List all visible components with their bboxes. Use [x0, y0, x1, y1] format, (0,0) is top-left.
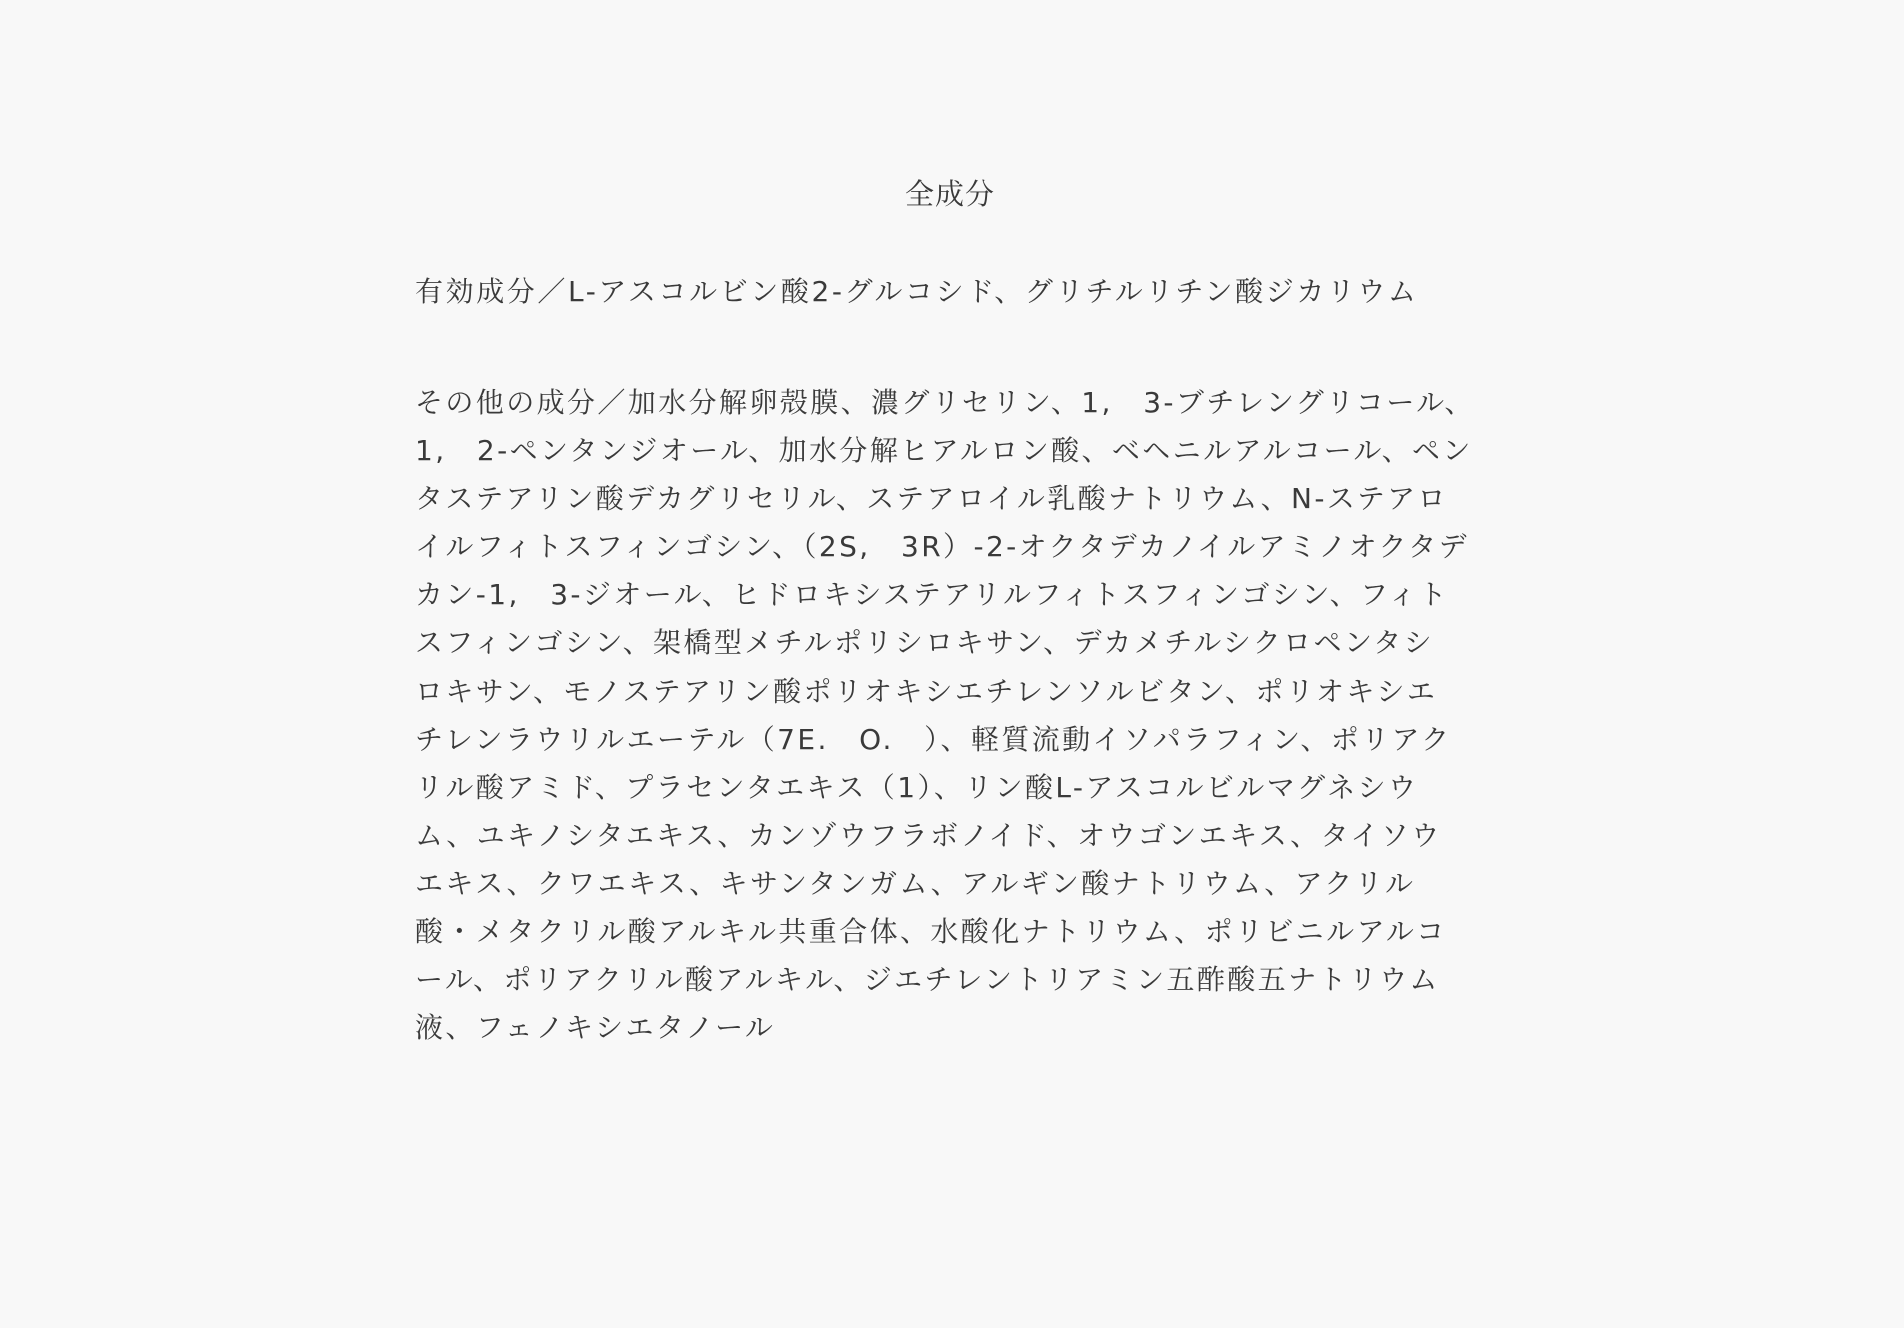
- other-ingredients-line: エキス、クワエキス、キサンタンガム、アルギン酸ナトリウム、アクリル: [415, 866, 1416, 900]
- other-ingredients-line: チレンラウリルエーテル（7E. O. ）、軽質流動イソパラフィン、ポリアク: [415, 722, 1452, 756]
- other-ingredients-line: 液、フェノキシエタノール: [415, 1011, 776, 1045]
- other-ingredients-block: [415, 379, 1495, 1052]
- other-ingredients-line: ロキサン、モノステアリン酸ポリオキシエチレンソルビタン、ポリオキシエ: [415, 674, 1438, 708]
- other-ingredients-line: カン-1, 3-ジオール、ヒドロキシステアリルフィトスフィンゴシン、フィト: [415, 578, 1449, 612]
- other-ingredients-line: ム、ユキノシタエキス、カンゾウフラボノイド、オウゴンエキス、タイソウ: [415, 818, 1442, 852]
- other-ingredients-line: ール、ポリアクリル酸アルキル、ジエチレントリアミン五酢酸五ナトリウム: [415, 963, 1440, 997]
- other-ingredients-line: その他の成分／加水分解卵殻膜、濃グリセリン、1, 3-ブチレングリコール、: [415, 386, 1475, 419]
- other-ingredients-line: タステアリン酸デカグリセリル、ステアロイル乳酸ナトリウム、N-ステアロ: [415, 482, 1448, 516]
- page-title: 全成分: [905, 177, 996, 211]
- other-ingredients-line: 1, 2-ペンタンジオール、加水分解ヒアルロン酸、ベヘニルアルコール、ペン: [415, 434, 1473, 468]
- other-ingredients-line: スフィンゴシン、架橋型メチルポリシロキサン、デカメチルシクロペンタシ: [415, 626, 1435, 660]
- other-ingredients-line: 酸・メタクリル酸アルキル共重合体、水酸化ナトリウム、ポリビニルアルコ: [415, 915, 1447, 949]
- active-ingredients-text: 有効成分／L-アスコルビン酸2-グルコシド、グリチルリチン酸ジカリウム: [415, 275, 1419, 308]
- other-ingredients-line: リル酸アミド、プラセンタエキス（1）、リン酸L-アスコルビルマグネシウ: [415, 770, 1419, 804]
- other-ingredients-line: イルフィトスフィンゴシン、（2S, 3R）-2-オクタデカノイルアミノオクタデ: [415, 530, 1470, 564]
